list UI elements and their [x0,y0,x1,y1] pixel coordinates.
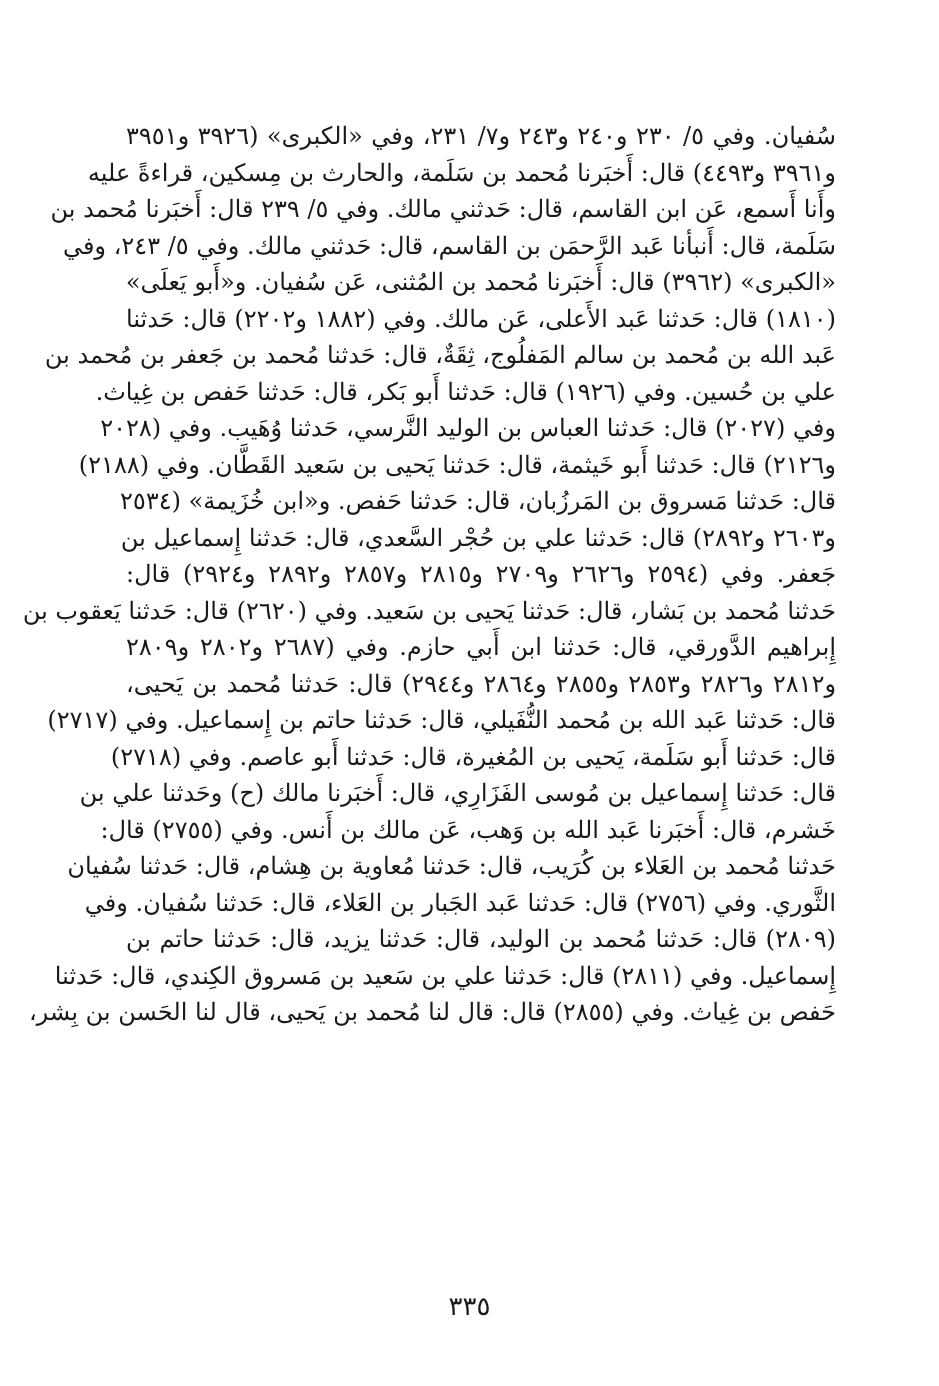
text-line: سُفيان. وفي ٥/ ٢٣٠ و٢٤٠ و٢٤٣ و٧/ ٢٣١، وفي «الكبرى» (٣٩٢٦ و٣٩٥١ [126,122,836,150]
page-number: ٣٣٥ [448,1292,491,1322]
text-line: حَفص بن غِياث. وفي (٢٨٥٥) قال: قال لنا مُحمد بن يَحيى، قال لنا الحَسن بن بِشر، [28,998,836,1026]
text-line: حَدثنا مُحمد بن بَشار، قال: حَدثنا يَحيى بن سَعيد. وفي (٢٦٢٠) قال: حَدثنا يَعقوب بن [22,596,836,625]
text-line: و٢٨١٢ و٢٨٢٦ و٢٨٥٣ و٢٨٥٥ و٢٨٦٤ و٢٩٤٤) قال: حَدثنا مُحمد بن يَحيى، [126,669,837,698]
text-line: و٣٩٦١ و٤٤٩٣) قال: أَخبَرنا مُحمد بن سَلَمة، والحارث بن مِسكين، قراءةً عليه [87,158,836,187]
text-line: وفي (٢٠٢٧) قال: حَدثنا العباس بن الوليد النَّرسي، حَدثنا وُهَيب. وفي (٢٠٢٨ [100,414,836,442]
body-text [22,118,837,1031]
text-line: علي بن حُسين. وفي (١٩٢٦) قال: حَدثنا أَبو بَكر، قال: حَدثنا حَفص بن غِياث. [95,377,836,406]
text-line: «الكبرى» (٣٩٦٢) قال: أَخبَرنا مُحمد بن المُثنى، عَن سُفيان. و«أَبو يَعلَى» [125,268,836,296]
text-line: وأَنا أَسمع، عَن ابن القاسم، قال: حَدثني مالك. وفي ٥/ ٢٣٩ قال: أَخبَرنا مُحمد بن [50,195,836,223]
text-line: إِسماعيل. وفي (٢٨١١) قال: حَدثنا علي بن سَعيد بن مَسروق الكِندي، قال: حَدثنا [54,961,836,990]
text-line: قال: حَدثنا أَبو سَلَمة، يَحيى بن المُغيرة، قال: حَدثنا أَبو عاصم. وفي (٢٧١٨) [110,742,836,771]
text-line: (٢٨٠٩) قال: حَدثنا مُحمد بن الوليد، قال: حَدثنا يزيد، قال: حَدثنا حاتم بن [126,925,836,953]
text-line: قال: حَدثنا عَبد الله بن مُحمد النُّفَيلي، قال: حَدثنا حاتم بن إِسماعيل. وفي (٢٧١٧) [47,706,836,734]
text-line: (١٨١٠) قال: حَدثنا عَبد الأَعلى، عَن مالك. وفي (١٨٨٢ و٢٢٠٢) قال: حَدثنا [126,304,836,333]
text-line: قال: حَدثنا إِسماعيل بن مُوسى الفَزَارِي، قال: أَخبَرنا مالك (ح) وحَدثنا علي بن [79,779,836,807]
text-line: خَشرم، قال: أَخبَرنا عَبد الله بن وَهب، عَن مالك بن أَنس. وفي (٢٧٥٥) قال: [100,815,836,844]
text-line: و٢٦٠٣ و٢٨٩٢) قال: حَدثنا علي بن حُجْر السَّعدي، قال: حَدثنا إِسماعيل بن [120,523,836,552]
text-line: عَبد الله بن مُحمد بن سالم المَفلُوج، ثِقَةٌ، قال: حَدثنا مُحمد بن جَعفر بن مُحمد بن [44,341,836,369]
text-line: قال: حَدثنا مَسروق بن المَرزُبان، قال: حَدثنا حَفص. و«ابن خُزَيمة» (٢٥٣٤ [120,487,836,515]
text-line: و٢١٢٦) قال: حَدثنا أَبو خَيثمة، قال: حَدثنا يَحيى بن سَعيد القَطَّان. وفي (٢١٨٨) [78,450,836,479]
text-line: سَلَمة، قال: أَنبأنا عَبد الرَّحمَن بن القاسم، قال: حَدثني مالك. وفي ٥/ ٢٤٣، وفي [62,231,836,260]
text-line: إِبراهيم الدَّورقي، قال: حَدثنا ابن أَبي حازم. وفي (٢٦٨٧ و٢٨٠٢ و٢٨٠٩ [126,633,837,661]
text-line: حَدثنا مُحمد بن العَلاء بن كُرَيب، قال: حَدثنا مُعاوية بن هِشام، قال: حَدثنا سُفيان [67,852,836,880]
text-line: جَعفر. وفي (٢٥٩٤ و٢٦٢٦ و٢٧٠٩ و٢٨١٥ و٢٨٥٧ و٢٨٩٢ و٢٩٢٤) قال: [126,560,837,588]
text-line: الثَّوري. وفي (٢٧٥٦) قال: حَدثنا عَبد الجَبار بن العَلاء، قال: حَدثنا سُفيان. وفي [84,888,836,917]
